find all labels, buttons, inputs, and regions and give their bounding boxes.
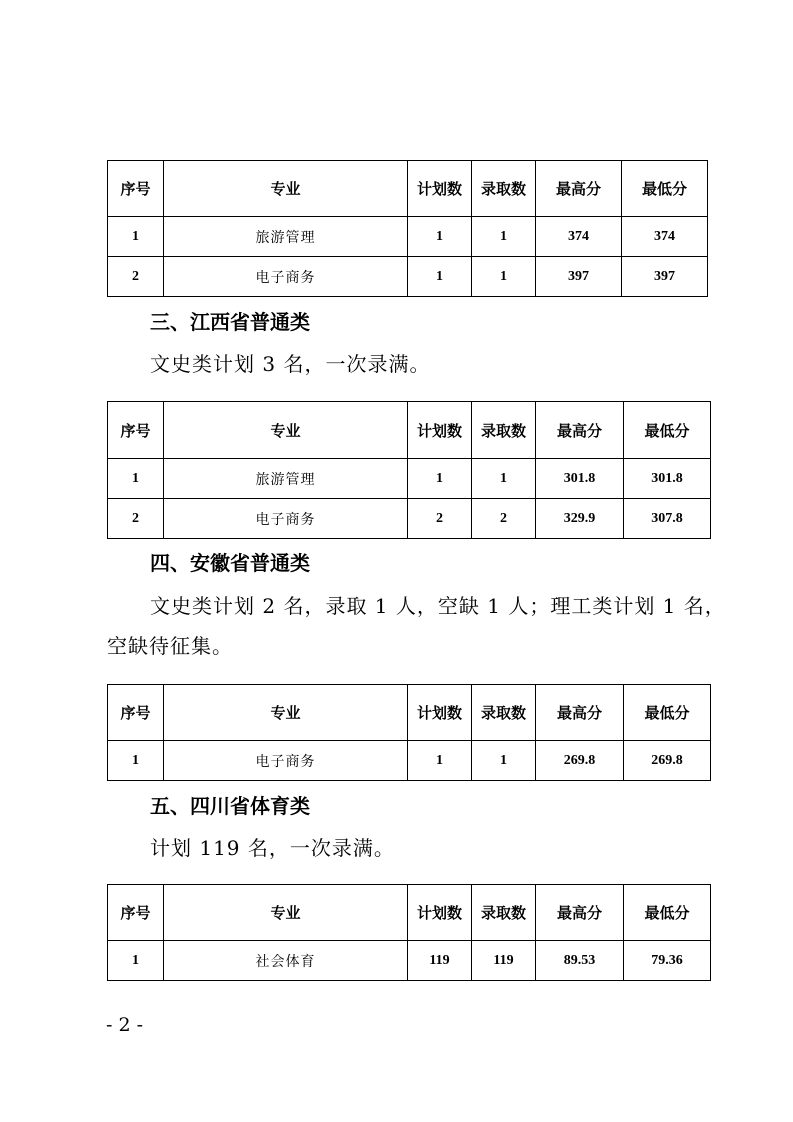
header-cell: 最高分 bbox=[536, 885, 624, 941]
header-cell: 最低分 bbox=[624, 885, 711, 941]
table-header-row bbox=[108, 885, 711, 941]
header-cell: 计划数 bbox=[408, 402, 472, 459]
table-cell: 1 bbox=[472, 459, 536, 499]
table-row bbox=[108, 941, 711, 981]
table-cell: 1 bbox=[408, 257, 472, 297]
header-cell: 序号 bbox=[108, 402, 164, 459]
table-row bbox=[108, 499, 711, 539]
table-header-row bbox=[108, 402, 711, 459]
section-paragraph-anhui-line2: 空缺待征集。 bbox=[107, 634, 233, 658]
table-cell: 旅游管理 bbox=[164, 459, 408, 499]
table-cell: 1 bbox=[108, 941, 164, 981]
header-cell: 最低分 bbox=[624, 402, 711, 459]
table-cell: 79.36 bbox=[624, 941, 711, 981]
table-row bbox=[108, 459, 711, 499]
header-cell: 最高分 bbox=[536, 402, 624, 459]
table-cell: 397 bbox=[622, 257, 708, 297]
table-cell: 1 bbox=[408, 741, 472, 781]
table-header-row bbox=[108, 161, 708, 217]
table-cell: 2 bbox=[108, 499, 164, 539]
table-cell: 2 bbox=[408, 499, 472, 539]
header-cell: 录取数 bbox=[472, 685, 536, 741]
table-row bbox=[108, 217, 708, 257]
table-cell: 2 bbox=[108, 257, 164, 297]
table-cell: 119 bbox=[408, 941, 472, 981]
table-cell: 374 bbox=[536, 217, 622, 257]
table-cell: 397 bbox=[536, 257, 622, 297]
table-cell: 1 bbox=[472, 217, 536, 257]
section-paragraph-jiangxi: 文史类计划 3 名，一次录满。 bbox=[150, 352, 431, 376]
header-cell: 专业 bbox=[164, 685, 408, 741]
table-cell: 1 bbox=[108, 741, 164, 781]
header-cell: 最高分 bbox=[536, 685, 624, 741]
section-paragraph-sichuan: 计划 119 名，一次录满。 bbox=[150, 836, 395, 860]
table-cell: 307.8 bbox=[624, 499, 711, 539]
header-cell: 录取数 bbox=[472, 885, 536, 941]
table-cell: 301.8 bbox=[624, 459, 711, 499]
table-cell: 269.8 bbox=[624, 741, 711, 781]
table-cell: 119 bbox=[472, 941, 536, 981]
header-cell: 序号 bbox=[108, 161, 164, 217]
header-cell: 专业 bbox=[164, 402, 408, 459]
header-cell: 录取数 bbox=[472, 402, 536, 459]
header-cell: 最高分 bbox=[536, 161, 622, 217]
section-paragraph-anhui-line1: 文史类计划 2 名，录取 1 人，空缺 1 人；理工类计划 1 名， bbox=[150, 594, 726, 618]
table-cell: 89.53 bbox=[536, 941, 624, 981]
table-cell: 电子商务 bbox=[164, 257, 408, 297]
header-cell: 计划数 bbox=[408, 885, 472, 941]
table-jiangxi bbox=[107, 401, 711, 539]
table-cell: 社会体育 bbox=[164, 941, 408, 981]
table-cell: 电子商务 bbox=[164, 499, 408, 539]
table-sichuan bbox=[107, 884, 711, 981]
header-cell: 最低分 bbox=[624, 685, 711, 741]
table-cell: 1 bbox=[108, 217, 164, 257]
table-cell: 1 bbox=[108, 459, 164, 499]
table-cell: 2 bbox=[472, 499, 536, 539]
header-cell: 录取数 bbox=[472, 161, 536, 217]
section-heading-jiangxi: 三、江西省普通类 bbox=[150, 310, 310, 334]
table-1 bbox=[107, 160, 708, 297]
table-cell: 旅游管理 bbox=[164, 217, 408, 257]
section-heading-anhui: 四、安徽省普通类 bbox=[150, 551, 310, 575]
table-header-row bbox=[108, 685, 711, 741]
table-cell: 1 bbox=[408, 217, 472, 257]
section-heading-sichuan: 五、四川省体育类 bbox=[150, 794, 310, 818]
header-cell: 最低分 bbox=[622, 161, 708, 217]
header-cell: 专业 bbox=[164, 161, 408, 217]
table-cell: 1 bbox=[472, 741, 536, 781]
table-cell: 1 bbox=[408, 459, 472, 499]
table-cell: 301.8 bbox=[536, 459, 624, 499]
header-cell: 计划数 bbox=[408, 161, 472, 217]
header-cell: 序号 bbox=[108, 885, 164, 941]
table-cell: 电子商务 bbox=[164, 741, 408, 781]
page-number: - 2 - bbox=[106, 1014, 144, 1036]
table-anhui bbox=[107, 684, 711, 781]
table-cell: 329.9 bbox=[536, 499, 624, 539]
table-row bbox=[108, 741, 711, 781]
table-row bbox=[108, 257, 708, 297]
header-cell: 序号 bbox=[108, 685, 164, 741]
header-cell: 专业 bbox=[164, 885, 408, 941]
table-cell: 1 bbox=[472, 257, 536, 297]
table-cell: 269.8 bbox=[536, 741, 624, 781]
header-cell: 计划数 bbox=[408, 685, 472, 741]
table-cell: 374 bbox=[622, 217, 708, 257]
